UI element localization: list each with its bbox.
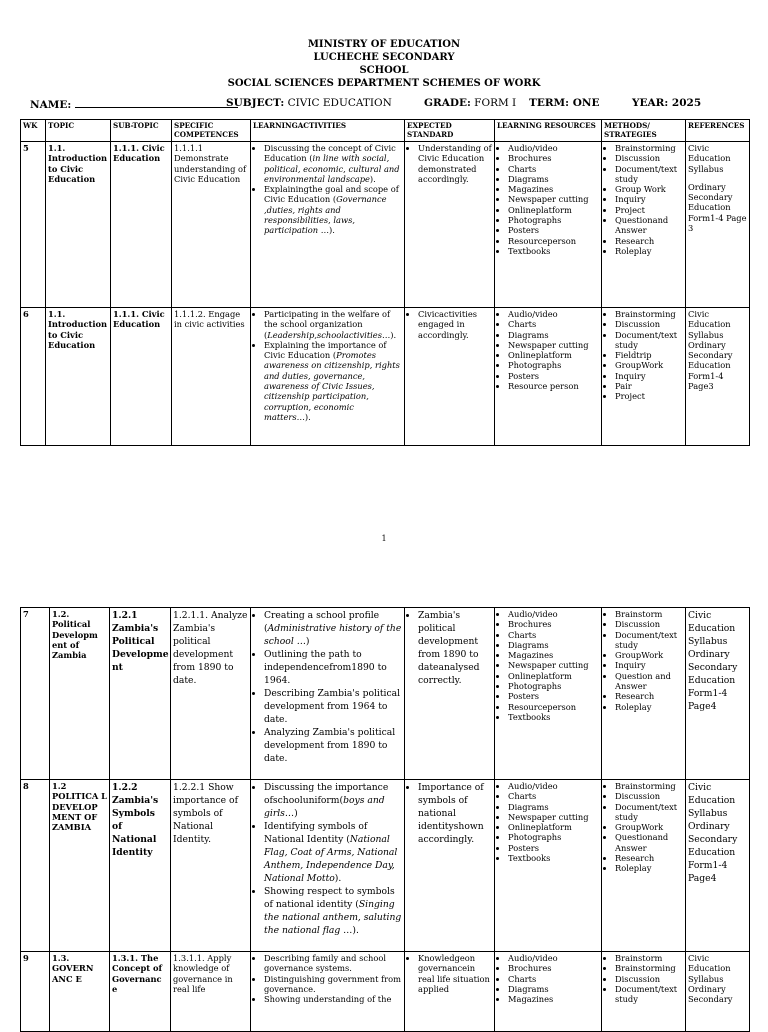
- method-item: • Brainstorming: [615, 963, 683, 973]
- standard-item: • Civicactivities engaged in accordingly.: [418, 309, 492, 340]
- resources-cell: [495, 780, 602, 952]
- resources-cell: [495, 952, 602, 1032]
- header-row: [21, 120, 750, 142]
- table-row: [21, 608, 750, 780]
- resources-list: [497, 781, 599, 863]
- topic-cell: 1.3. GOVERN ANC E: [50, 952, 110, 1032]
- method-item: • Research: [615, 236, 683, 246]
- table-row: [21, 308, 750, 446]
- standard-item: • Importance of symbols of national identityshown accordingly.: [418, 781, 492, 846]
- activity-text: Identifying symbols of National Identity (: [264, 821, 368, 845]
- method-item: • Inquiry: [615, 371, 683, 381]
- col-header-standard: EXPECTED STANDARD: [405, 120, 495, 142]
- activities-cell: [251, 308, 405, 446]
- method-item: • Discussion: [615, 974, 683, 984]
- grade-value: FORM I: [474, 97, 517, 109]
- activity-tail: ).: [334, 873, 342, 884]
- activity-tail: ).: [390, 329, 397, 340]
- resource-item: • Charts: [508, 974, 599, 984]
- standard-item: • Zambia's political development from 1890 to dateanalysed correctly.: [418, 609, 492, 687]
- resource-item: • Resource person: [508, 381, 599, 391]
- method-item: • Document/text study: [615, 802, 683, 823]
- activity-text: Participating in the welfare of the school organization (: [264, 309, 391, 340]
- methods-cell: [602, 608, 686, 780]
- activity-item: [264, 609, 402, 648]
- resource-item: • Resourceperson: [508, 702, 599, 712]
- resource-item: • Posters: [508, 843, 599, 853]
- activity-item: [264, 726, 402, 765]
- method-item: • Discussion: [615, 319, 683, 329]
- activity-examples: in line with social, political, economic, cultural and environmental landscape: [264, 153, 400, 184]
- col-header-methods: METHODS/ STRATEGIES: [602, 120, 686, 142]
- resource-item: • Resourceperson: [508, 236, 599, 246]
- method-item: • Inquiry: [615, 194, 683, 204]
- resource-item: • Audio/video: [508, 309, 599, 319]
- resource-item: • Diagrams: [508, 984, 599, 994]
- topic-cell: 1.1. Introduction to Civic Education: [46, 308, 111, 446]
- activities-list: [253, 309, 402, 422]
- resource-item: • Brochures: [508, 963, 599, 973]
- week-cell: 7: [21, 608, 50, 780]
- resource-item: • Onlineplatform: [508, 350, 599, 360]
- table-row: [21, 780, 750, 952]
- activity-tail: ).: [329, 225, 335, 236]
- method-item: • Discussion: [615, 791, 683, 801]
- resource-item: • Charts: [508, 630, 599, 640]
- subtopic-cell: 1.1.1. Civic Education: [111, 308, 172, 446]
- methods-list: [604, 143, 683, 256]
- method-item: • Document/text study: [615, 984, 683, 1005]
- document-header: [0, 38, 768, 90]
- activities-cell: [251, 952, 405, 1032]
- methods-list: [604, 781, 683, 874]
- subtopic-cell: 1.3.1. The Concept of Governanc e: [110, 952, 171, 1032]
- topic-cell: 1.1. Introduction to Civic Education: [46, 142, 111, 308]
- subtopic-cell: 1.2.1 Zambia's Political Developme nt: [110, 608, 171, 780]
- references-cell: [686, 780, 750, 952]
- reference-text: Ordinary Secondary Education Form1-4 Page 3: [688, 181, 747, 234]
- standard-list: [407, 609, 492, 687]
- method-item: • Brainstorm: [615, 953, 683, 963]
- activity-tail: ).: [369, 173, 376, 184]
- resource-item: • Diagrams: [508, 802, 599, 812]
- method-item: • Project: [615, 391, 683, 401]
- col-header-wk: WK: [21, 120, 46, 142]
- topic-cell: 1.2. Political Developm ent of Zambia: [50, 608, 110, 780]
- activity-text: Explainingthe goal and scope of Civic Education (: [264, 184, 399, 205]
- activity-examples: Governance ,duties, rights and responsibilities, laws, participation …: [264, 194, 387, 236]
- activity-tail: ): [294, 808, 298, 819]
- week-cell: 9: [21, 952, 50, 1032]
- resource-item: • Magazines: [508, 994, 599, 1004]
- table-row: [21, 952, 750, 1032]
- method-item: • Roleplay: [615, 702, 683, 712]
- reference-text: Civic Education Syllabus Ordinary Secondary Education Form1-4 Page3: [688, 309, 733, 392]
- resource-item: • Charts: [508, 319, 599, 329]
- standard-list: [407, 953, 492, 994]
- resources-cell: [495, 608, 602, 780]
- activity-text: Outlining the path to independencefrom1890 to 1964.: [264, 649, 387, 686]
- activity-item: [264, 184, 402, 235]
- method-item: • Document/text study: [615, 630, 683, 651]
- activity-tail: ).: [304, 411, 311, 422]
- method-item: • Brainstorming: [615, 143, 683, 153]
- col-header-subtopic: SUB-TOPIC: [111, 120, 172, 142]
- resource-item: • Newspaper cutting: [508, 812, 599, 822]
- activity-item: [264, 781, 402, 820]
- resource-item: • Onlineplatform: [508, 205, 599, 215]
- week-cell: 5: [21, 142, 46, 308]
- resource-item: • Textbooks: [508, 853, 599, 863]
- methods-list: [604, 609, 683, 712]
- scheme-table-page1: [20, 119, 750, 446]
- method-item: • GroupWork: [615, 360, 683, 370]
- activity-examples: Singing the national anthem, saluting the national flag …: [264, 899, 402, 936]
- resource-item: • Brochures: [508, 619, 599, 629]
- standard-cell: [405, 142, 495, 308]
- resources-list: [497, 143, 599, 256]
- resource-item: • Photographs: [508, 681, 599, 691]
- activity-tail: ): [305, 636, 310, 647]
- method-item: • Question and Answer: [615, 671, 683, 692]
- resource-item: • Onlineplatform: [508, 671, 599, 681]
- activity-text: Describing family and school governance systems.: [264, 953, 386, 974]
- col-header-resources: LEARNING RESOURCES: [495, 120, 602, 142]
- reference-text: Civic Education Syllabus Ordinary Secondary: [688, 953, 733, 1005]
- resource-item: • Textbooks: [508, 246, 599, 256]
- scheme-table-page2: [20, 607, 750, 1032]
- resource-item: • Photographs: [508, 360, 599, 370]
- competence-cell: 1.2.2.1 Show importance of symbols of National Identity.: [171, 780, 251, 952]
- resource-item: • Audio/video: [508, 609, 599, 619]
- resource-item: • Diagrams: [508, 330, 599, 340]
- activity-text: Showing respect to symbols of national identity (: [264, 886, 395, 910]
- standard-list: [407, 143, 492, 184]
- activities-list: [253, 609, 402, 765]
- table-row: [21, 142, 750, 308]
- activities-list: [253, 143, 402, 236]
- activity-text: Creating a school profile (: [264, 610, 380, 634]
- method-item: • Questionand Answer: [615, 215, 683, 236]
- method-item: • Discussion: [615, 619, 683, 629]
- method-item: • Brainstorm: [615, 609, 683, 619]
- method-item: • GroupWork: [615, 822, 683, 832]
- resources-list: [497, 309, 599, 391]
- method-item: • Fieldtrip: [615, 350, 683, 360]
- topic-cell: 1.2 POLITICA L DEVELOP MENT OF ZAMBIA: [50, 780, 110, 952]
- activity-text: Showing understanding of the: [264, 994, 392, 1005]
- resource-item: • Charts: [508, 164, 599, 174]
- method-item: • Group Work: [615, 184, 683, 194]
- activity-item: [264, 648, 402, 687]
- method-item: • Research: [615, 853, 683, 863]
- page-number: 1: [381, 534, 387, 543]
- activities-list: [253, 953, 402, 1004]
- activity-text: Analyzing Zambia's political development from 1890 to date.: [264, 727, 396, 764]
- reference-text: Civic Education Syllabus: [688, 143, 731, 174]
- activity-examples: Promotes awareness on citizenship, rights and duties, governance, awareness of Civic Issues, citizenship participation, corruption, economic matters…: [264, 350, 400, 422]
- activity-item: [264, 974, 402, 995]
- method-item: • Roleplay: [615, 863, 683, 873]
- method-item: • Roleplay: [615, 246, 683, 256]
- week-cell: 8: [21, 780, 50, 952]
- col-header-topic: TOPIC: [46, 120, 111, 142]
- activities-list: [253, 781, 402, 937]
- method-item: • Document/text study: [615, 164, 683, 185]
- activity-text: Explaining the importance of Civic Education (: [264, 339, 387, 361]
- week-cell: 6: [21, 308, 46, 446]
- method-item: • Inquiry: [615, 660, 683, 670]
- resource-item: • Audio/video: [508, 143, 599, 153]
- standard-cell: [405, 952, 495, 1032]
- reference-spacer: [688, 174, 747, 182]
- resource-item: • Posters: [508, 371, 599, 381]
- resource-item: • Newspaper cutting: [508, 340, 599, 350]
- method-item: • Questionand Answer: [615, 832, 683, 853]
- method-item: • Discussion: [615, 153, 683, 163]
- competence-cell: 1.2.1.1. Analyze Zambia's political development from 1890 to date.: [171, 608, 251, 780]
- references-cell: [686, 952, 750, 1032]
- activities-cell: [251, 780, 405, 952]
- resource-item: • Onlineplatform: [508, 822, 599, 832]
- resource-item: • Photographs: [508, 832, 599, 842]
- resources-cell: [495, 308, 602, 446]
- activity-text: Distinguishing government from governance.: [264, 973, 401, 994]
- method-item: • Project: [615, 205, 683, 215]
- activity-text: Discussing the importance ofschooluniform(: [264, 782, 389, 806]
- standard-cell: [405, 780, 495, 952]
- ministry-title: MINISTRY OF EDUCATION: [307, 39, 461, 50]
- methods-cell: [602, 780, 686, 952]
- method-item: • GroupWork: [615, 650, 683, 660]
- resource-item: • Posters: [508, 691, 599, 701]
- method-item: • Pair: [615, 381, 683, 391]
- activity-tail: ).: [352, 925, 359, 936]
- resource-item: • Photographs: [508, 215, 599, 225]
- activity-examples: Leadership,schoolactivities…: [267, 329, 391, 340]
- info-line: [30, 97, 740, 113]
- resource-item: • Textbooks: [508, 712, 599, 722]
- resource-item: • Charts: [508, 791, 599, 801]
- methods-cell: [602, 952, 686, 1032]
- resource-item: • Posters: [508, 225, 599, 235]
- standard-item: • Knowledgeon governancein real life situation applied: [418, 953, 492, 994]
- standard-cell: [405, 308, 495, 446]
- year-label: YEAR: 2025: [632, 97, 702, 109]
- col-header-competences: SPECIFIC COMPETENCES: [172, 120, 251, 142]
- grade-label: GRADE:: [424, 97, 471, 109]
- subtopic-cell: 1.2.2 Zambia's Symbols of National Identity: [110, 780, 171, 952]
- standard-list: [407, 309, 492, 340]
- col-header-activities: LEARNINGACTIVITIES: [251, 120, 405, 142]
- methods-list: [604, 309, 683, 402]
- resources-list: [497, 953, 599, 1004]
- methods-list: [604, 953, 683, 1004]
- standard-list: [407, 781, 492, 846]
- subject-value: CIVIC EDUCATION: [287, 97, 392, 109]
- name-label: NAME:: [30, 99, 72, 111]
- resource-item: • Brochures: [508, 153, 599, 163]
- activity-item: [264, 309, 402, 340]
- references-cell: [686, 142, 750, 308]
- resource-item: • Audio/video: [508, 781, 599, 791]
- standard-cell: [405, 608, 495, 780]
- activity-text: Discussing the concept of Civic Education (: [264, 143, 396, 164]
- col-header-references: REFERENCES: [686, 120, 750, 142]
- method-item: • Research: [615, 691, 683, 701]
- activity-item: [264, 820, 402, 885]
- subtopic-cell: 1.1.1. Civic Education: [111, 142, 172, 308]
- activity-item: [264, 885, 402, 937]
- resource-item: • Audio/video: [508, 953, 599, 963]
- standard-item: • Understanding of Civic Education demonstrated accordingly.: [418, 143, 492, 184]
- activity-item: [264, 143, 402, 184]
- competence-cell: 1.1.1.1 Demonstrate understanding of Civic Education: [172, 142, 251, 308]
- activities-cell: [251, 608, 405, 780]
- activity-examples: boys and girls…: [264, 795, 385, 819]
- activity-examples: Administrative history of the school …: [264, 623, 402, 647]
- reference-text: Civic Education Syllabus Ordinary Secondary Education Form1-4 Page4: [688, 782, 738, 884]
- resources-cell: [495, 142, 602, 308]
- competence-cell: 1.3.1.1. Apply knowledge of governance in real life: [171, 952, 251, 1032]
- resource-item: • Newspaper cutting: [508, 194, 599, 204]
- references-cell: [686, 308, 750, 446]
- activity-item: [264, 953, 402, 974]
- activity-item: [264, 340, 402, 422]
- methods-cell: [602, 142, 686, 308]
- activity-examples: National Flag, Coat of Arms, National Anthem, Independence Day, National Motto: [264, 834, 398, 884]
- methods-cell: [602, 308, 686, 446]
- resources-list: [497, 609, 599, 722]
- method-item: • Brainstorming: [615, 781, 683, 791]
- resource-item: • Magazines: [508, 650, 599, 660]
- activity-text: Describing Zambia's political development from 1964 to date.: [264, 688, 401, 725]
- department-title: SOCIAL SCIENCES DEPARTMENT SCHEMES OF WORK: [227, 78, 541, 89]
- activities-cell: [251, 142, 405, 308]
- subject-label: SUBJECT:: [226, 97, 285, 109]
- reference-text: Civic Education Syllabus Ordinary Secondary Education Form1-4 Page4: [688, 610, 738, 712]
- resource-item: • Magazines: [508, 184, 599, 194]
- school-name: LUCHECHE SECONDARY: [313, 52, 455, 63]
- references-cell: [686, 608, 750, 780]
- resource-item: • Diagrams: [508, 640, 599, 650]
- name-blank: [75, 97, 238, 108]
- school-label: SCHOOL: [359, 65, 409, 76]
- resource-item: • Diagrams: [508, 174, 599, 184]
- method-item: • Document/text study: [615, 330, 683, 351]
- competence-cell: 1.1.1.2. Engage in civic activities: [172, 308, 251, 446]
- activity-item: [264, 994, 402, 1004]
- method-item: • Brainstorming: [615, 309, 683, 319]
- resource-item: • Newspaper cutting: [508, 660, 599, 670]
- term-label: TERM: ONE: [529, 97, 600, 109]
- activity-item: [264, 687, 402, 726]
